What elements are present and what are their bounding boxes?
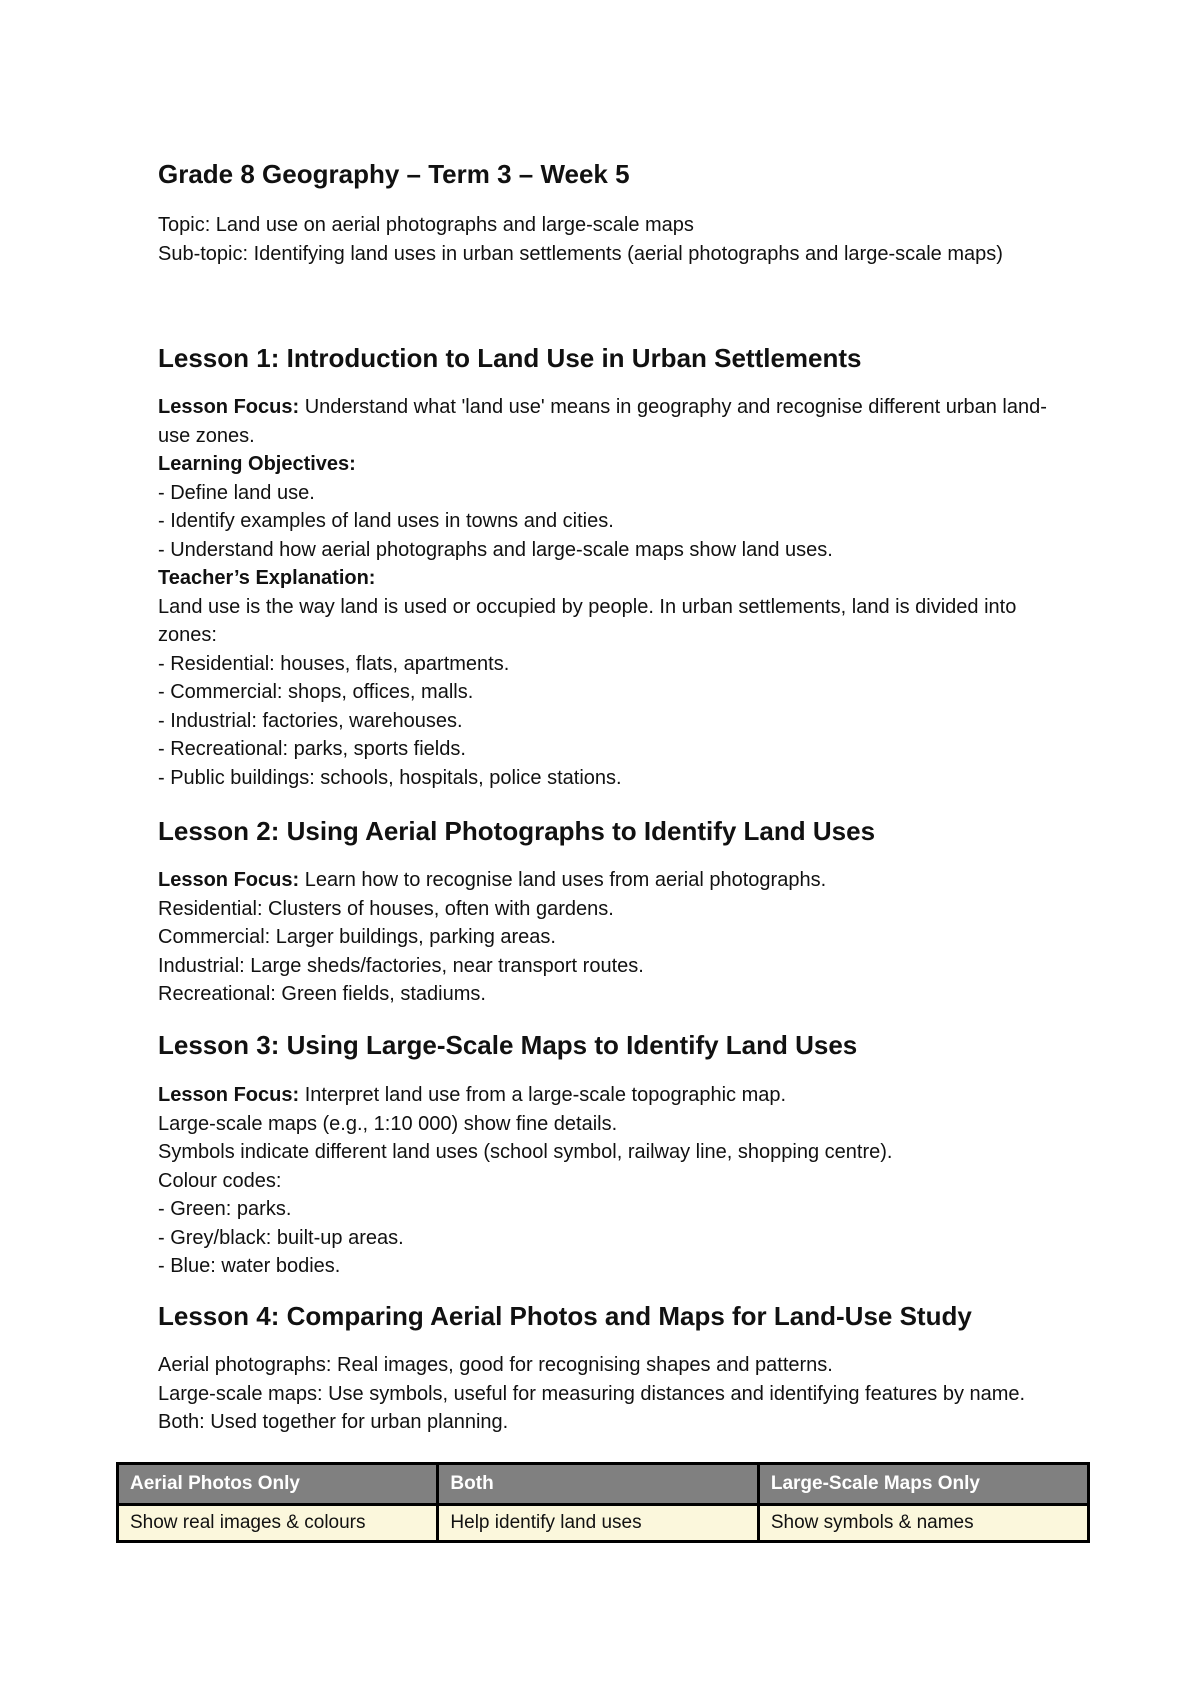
lesson3-line: Large-scale maps (e.g., 1:10 000) show fine details. (158, 1112, 618, 1135)
table-header-row (118, 1464, 1089, 1505)
lesson2-line: Commercial: Larger buildings, parking areas. (158, 926, 556, 948)
lesson1-objectives-label: Learning Objectives: (158, 453, 356, 475)
lesson2-body (158, 866, 1058, 1009)
table-cell: Help identify land uses (438, 1505, 758, 1542)
lesson2-title: Lesson 2: Using Aerial Photographs to Identify Land Uses (158, 816, 876, 846)
table-header-cell: Aerial Photos Only (118, 1464, 438, 1505)
lesson1-focus (158, 393, 1058, 450)
lesson3-focus-text: Interpret land use from a large-scale topographic map. (304, 1084, 787, 1106)
lesson4-body (158, 1351, 1058, 1437)
comparison-table (116, 1462, 1090, 1543)
lesson4-line: Aerial photographs: Real images, good for recognising shapes and patterns. (158, 1354, 833, 1376)
lesson4-line: Large-scale maps: Use symbols, useful for measuring distances and identifying features by name. (158, 1382, 1026, 1405)
lesson3-line: - Green: parks. (158, 1198, 292, 1220)
lesson1-explanation-label: Teacher’s Explanation: (158, 567, 376, 589)
lesson1-focus-label: Lesson Focus: (158, 396, 300, 418)
topic-block (158, 211, 1058, 269)
lesson3-line: - Blue: water bodies. (158, 1255, 341, 1277)
lesson1-zone: - Commercial: shops, offices, malls. (158, 681, 474, 703)
table-header-cell: Large-Scale Maps Only (758, 1464, 1088, 1505)
lesson1-zone: - Recreational: parks, sports fields. (158, 738, 466, 760)
lesson2-focus-label: Lesson Focus: (158, 869, 300, 891)
lesson3-line: - Grey/black: built-up areas. (158, 1226, 404, 1249)
topic-line: Topic: Land use on aerial photographs and large-scale maps (158, 214, 694, 236)
lesson3-focus (158, 1081, 1058, 1110)
table-header-cell: Both (438, 1464, 758, 1505)
lesson1-title: Lesson 1: Introduction to Land Use in Urban Settlements (158, 343, 862, 373)
document-title: Grade 8 Geography – Term 3 – Week 5 (158, 159, 630, 189)
lesson1-zone: - Residential: houses, flats, apartments. (158, 652, 510, 675)
lesson2-line: Recreational: Green fields, stadiums. (158, 983, 486, 1005)
lesson1-body (158, 393, 1058, 792)
lesson1-zone: - Public buildings: schools, hospitals, police stations. (158, 766, 622, 789)
table-cell: Show real images & colours (118, 1505, 438, 1542)
lesson3-title: Lesson 3: Using Large-Scale Maps to Identify Land Uses (158, 1030, 858, 1060)
lesson1-focus-text: Understand what 'land use' means in geography and recognise different urban land-use zones. (158, 396, 1047, 447)
lesson2-focus-text: Learn how to recognise land uses from aerial photographs. (304, 869, 827, 891)
table-cell: Show symbols & names (758, 1505, 1088, 1542)
lesson2-focus (158, 866, 1058, 895)
lesson1-objective: - Identify examples of land uses in towns and cities. (158, 510, 614, 532)
lesson3-body (158, 1081, 1058, 1281)
lesson4-title: Lesson 4: Comparing Aerial Photos and Maps for Land-Use Study (158, 1301, 972, 1331)
lesson1-zone: - Industrial: factories, warehouses. (158, 709, 463, 732)
lesson2-line: Industrial: Large sheds/factories, near transport routes. (158, 954, 644, 977)
lesson2-line: Residential: Clusters of houses, often with gardens. (158, 897, 614, 920)
lesson1-objective: - Define land use. (158, 481, 315, 504)
lesson3-focus-label: Lesson Focus: (158, 1084, 300, 1106)
lesson1-objective: - Understand how aerial photographs and large-scale maps show land uses. (158, 538, 833, 561)
lesson4-line: Both: Used together for urban planning. (158, 1411, 509, 1433)
lesson1-explanation-text: Land use is the way land is used or occupied by people. In urban settlements, land is divided into zones: (158, 595, 1017, 646)
lesson3-line: Symbols indicate different land uses (school symbol, railway line, shopping centre). (158, 1141, 893, 1163)
subtopic-line: Sub-topic: Identifying land uses in urban settlements (aerial photographs and large-scale maps) (158, 243, 1003, 265)
lesson3-line: Colour codes: (158, 1169, 282, 1192)
table-row (118, 1505, 1089, 1542)
